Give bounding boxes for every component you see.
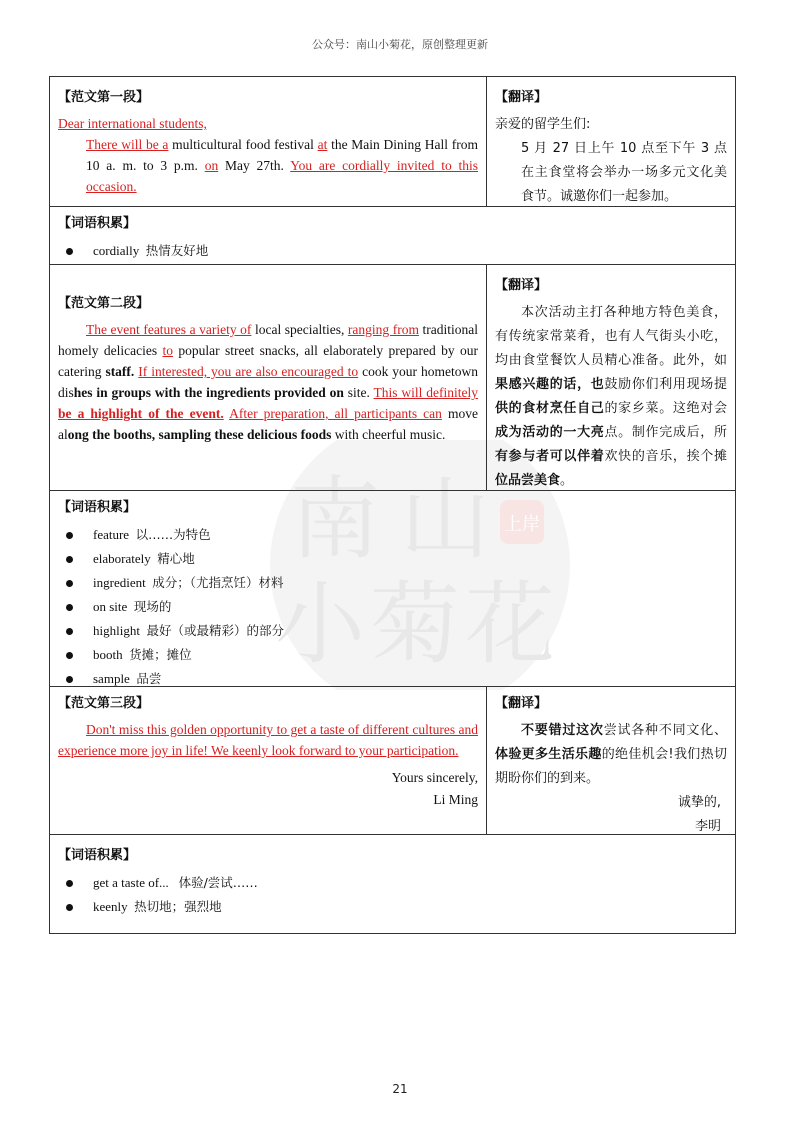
vocab-1-cell xyxy=(50,207,735,264)
translation-line: 5 月 27 日上午 10 点至下午 3 点在主食堂将会举办一场多元文化美食节。诚邀你们一起参加。 xyxy=(521,141,727,204)
vocab-term: highlight xyxy=(93,623,140,638)
section-1-english xyxy=(50,77,487,206)
phrase-this-will-definitely: This will definitely xyxy=(373,385,478,400)
phrase-highlight-of-event: be a highlight of the event. xyxy=(58,406,224,421)
vocab-term: feature xyxy=(93,527,130,542)
bullet-icon xyxy=(66,904,73,911)
section-1-row xyxy=(50,77,735,207)
phrase-dont-miss: Don't miss this golden opportunity to get a taste of different cultures and experience more joy in life! We keenly look forward to your participation. xyxy=(58,722,478,758)
section-3-translation xyxy=(487,687,735,834)
vocab-term: keenly xyxy=(93,899,128,914)
phrase-at: at xyxy=(317,137,328,152)
text-bold: hes in groups with the ingredients provided on xyxy=(73,385,344,400)
watermark-char-3: 小 xyxy=(275,572,365,677)
vocab-def: 热切地；强烈地 xyxy=(134,899,222,914)
translation-bold: 不要错过这次 xyxy=(521,723,604,738)
section-2-translation xyxy=(487,265,735,490)
watermark-char-4: 菊 xyxy=(370,572,460,677)
essay-table xyxy=(49,76,736,934)
section-3-english xyxy=(50,687,487,834)
section-3-row xyxy=(50,687,735,835)
vocab-2-label: 【词语积累】 xyxy=(58,500,137,515)
vocab-def: 以……为特色 xyxy=(135,527,211,542)
bullet-icon xyxy=(66,556,73,563)
vocab-item xyxy=(58,547,727,571)
text: multicultural food festival xyxy=(168,137,318,152)
bullet-icon xyxy=(66,604,73,611)
translation-text: 。 xyxy=(560,473,574,488)
signature-name-zh: 李明 xyxy=(694,819,721,834)
vocab-item xyxy=(58,667,727,691)
section-3-label: 【范文第三段】 xyxy=(58,696,150,711)
page-header: 公众号：南山小菊花，原创整理更新 xyxy=(312,38,488,51)
vocab-term: elaborately xyxy=(93,551,151,566)
vocab-def: 精心地 xyxy=(157,551,195,566)
section-1-translation xyxy=(487,77,735,206)
translation-bold: 成为活动的一大亮 xyxy=(495,425,605,440)
page-number: 21 xyxy=(392,1082,408,1096)
vocab-3-cell xyxy=(50,835,735,933)
vocab-def: 品尝 xyxy=(136,671,162,686)
translation-text: 的家乡菜。这绝对会 xyxy=(604,401,727,416)
text: traditional homely delicacies xyxy=(58,322,479,358)
translation-text: 本次活动主打各种地方特色美食，有传统家常菜肴，也有人气街头小吃，均由食堂餐饮人员精心准备。此外，如 xyxy=(495,305,727,368)
vocab-item xyxy=(58,895,727,919)
translation-bold: 有参与者可以伴着 xyxy=(495,449,605,464)
text-bold: ong the booths, sampling these delicious foods xyxy=(67,427,332,442)
vocab-item xyxy=(58,571,727,595)
vocab-item xyxy=(58,643,727,667)
vocab-term: booth xyxy=(93,647,123,662)
translation-bold: 果感兴趣的话，也 xyxy=(495,377,605,392)
vocab-term: sample xyxy=(93,671,130,686)
vocab-2-row xyxy=(50,491,735,687)
sign-off-zh: 诚挚的, xyxy=(677,795,721,810)
text: cook your hometown dis xyxy=(58,364,478,400)
vocab-3-row xyxy=(50,835,735,933)
vocab-item xyxy=(58,523,727,547)
phrase-ranging-from: ranging from xyxy=(347,322,419,337)
section-2-row xyxy=(50,265,735,491)
phrase-after-preparation: After preparation, all participants can xyxy=(229,406,442,421)
vocab-item xyxy=(58,619,727,643)
text: with cheerful music. xyxy=(331,427,446,442)
translation-text: 鼓励你们利用现场提 xyxy=(604,377,727,392)
signature-name: Li Ming xyxy=(433,792,478,807)
translation-text: 点。制作完成后，所 xyxy=(604,425,727,440)
vocab-def: 现场的 xyxy=(133,599,172,614)
watermark-char-1: 南 xyxy=(290,467,380,572)
translation-label: 【翻译】 xyxy=(495,278,548,293)
vocab-2-cell xyxy=(50,491,735,686)
text: site. xyxy=(343,385,374,400)
phrase-event-features: The event features a variety of xyxy=(86,322,252,337)
phrase-there-will-be: There will be a xyxy=(86,137,169,152)
vocab-def: 货摊；摊位 xyxy=(129,647,192,662)
greeting: Dear international students, xyxy=(58,116,207,131)
section-2-label: 【范文第二段】 xyxy=(58,296,150,311)
phrase-on: on xyxy=(204,158,219,173)
section-2-english xyxy=(50,265,487,490)
vocab-term: ingredient xyxy=(93,575,146,590)
bullet-icon xyxy=(66,628,73,635)
translation-bold: 供的食材烹任自己 xyxy=(495,401,605,416)
section-1-label: 【范文第一段】 xyxy=(58,90,150,105)
vocab-def: 成分；（尤指烹饪）材料 xyxy=(152,575,284,590)
translation-label: 【翻译】 xyxy=(495,90,548,105)
translation-text: 的绝佳机会!我们热切期盼你们的到来。 xyxy=(495,747,727,786)
watermark-char-5: 花 xyxy=(465,572,555,677)
vocab-1-row xyxy=(50,207,735,265)
vocab-def: 最好（或最精彩）的部分 xyxy=(146,623,284,638)
vocab-def: 体验/尝试…… xyxy=(178,875,258,890)
translation-label: 【翻译】 xyxy=(495,696,548,711)
translation-text: 尝试各种不同文化、 xyxy=(603,723,727,738)
bullet-icon xyxy=(66,652,73,659)
watermark-char-2: 山 xyxy=(400,467,490,572)
vocab-item xyxy=(58,871,727,895)
translation-bold: 位品尝美食 xyxy=(495,473,561,488)
phrase-to: to xyxy=(162,343,173,358)
text-bold: staff. xyxy=(105,364,135,379)
translation-bold: 体验更多生活乐趣 xyxy=(495,747,602,762)
text: local specialties, xyxy=(251,322,348,337)
sign-off: Yours sincerely, xyxy=(391,770,478,785)
phrase-cordially-invited: You are cordially invited to this occasion. xyxy=(86,158,478,194)
vocab-item xyxy=(58,595,727,619)
vocab-1-label: 【词语积累】 xyxy=(58,216,137,231)
bullet-icon xyxy=(66,880,73,887)
vocab-item xyxy=(58,239,727,263)
bullet-icon xyxy=(66,248,73,255)
translation-line: 亲爱的留学生们: xyxy=(495,117,591,132)
text: move al xyxy=(58,406,478,442)
vocab-term: cordially xyxy=(93,243,140,258)
phrase-if-interested: If interested, you are also encouraged to xyxy=(138,364,359,379)
vocab-def: 热情友好地 xyxy=(145,243,209,258)
bullet-icon xyxy=(66,676,73,683)
watermark-seal: 上岸 xyxy=(504,514,540,535)
text: popular street snacks, all elaborately prepared by our catering xyxy=(58,343,478,379)
text: May 27th. xyxy=(218,158,291,173)
text: the Main Dining Hall from 10 a. m. to 3 p.m. xyxy=(86,137,478,173)
bullet-icon xyxy=(66,580,73,587)
vocab-term: on site xyxy=(93,599,128,614)
bullet-icon xyxy=(66,532,73,539)
vocab-term: get a taste of... xyxy=(93,875,169,890)
translation-text: 欢快的音乐，挨个摊 xyxy=(604,449,727,464)
vocab-3-label: 【词语积累】 xyxy=(58,848,137,863)
